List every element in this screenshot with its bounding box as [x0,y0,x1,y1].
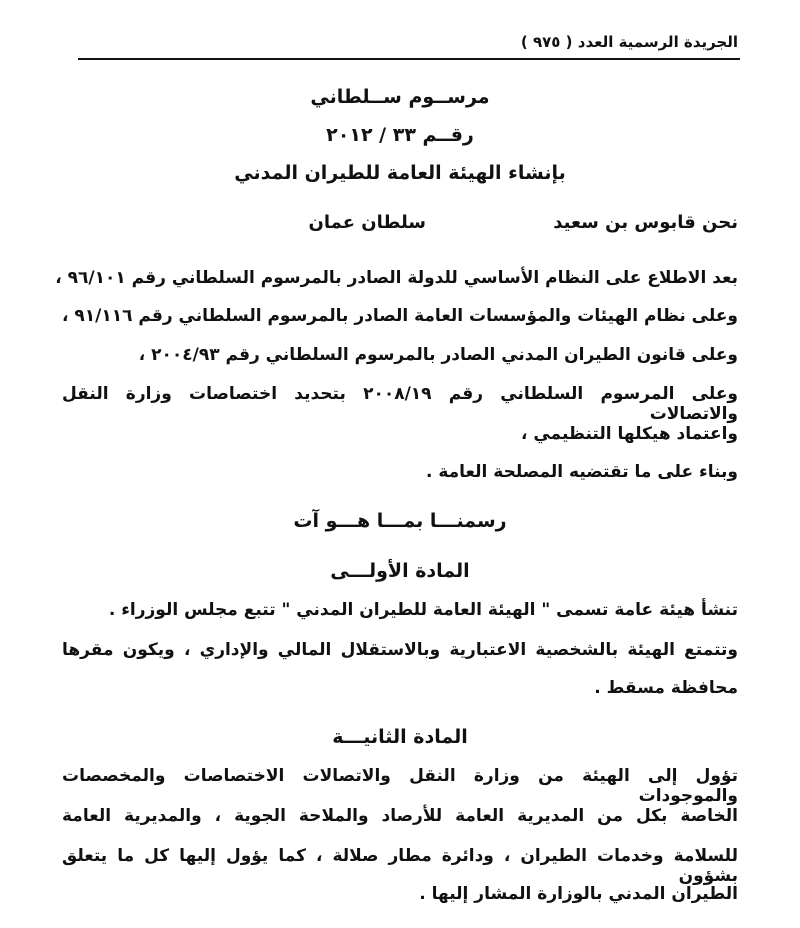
header-divider [78,58,740,60]
article-2-line: الطيران المدني بالوزارة المشار إليها . [419,884,738,904]
preamble-line: وبناء على ما تقتضيه المصلحة العامة . [425,462,738,482]
sultan-name: نحن قابوس بن سعيد [553,212,738,233]
article-1-line: تنشأ هيئة عامة تسمى " الهيئة العامة للطيران المدني " تتبع مجلس الوزراء . [108,600,738,620]
preamble-line: وعلى المرسوم السلطاني رقم ٢٠٠٨/١٩ بتحديد اختصاصات وزارة النقل والاتصالات [62,384,738,424]
preamble-line: بعد الاطلاع على النظام الأساسي للدولة الصادر بالمرسوم السلطاني رقم ٩٦/١٠١ ، [55,268,738,288]
article-2-line: الخاصة بكل من المديرية العامة للأرصاد والملاحة الجوية ، والمديرية العامة [62,806,738,826]
preamble-line: واعتماد هيكلها التنظيمي ، [520,424,738,444]
decree-title: مرســوم ســلطاني [310,86,490,108]
journal-issue-label: الجريدة الرسمية العدد ( ٩٧٥ ) [520,33,738,51]
decree-number: رقــم ٣٣ / ٢٠١٢ [326,124,474,146]
article-1-line: وتتمتع الهيئة بالشخصية الاعتبارية وبالاستقلال المالي والإداري ، ويكون مقرها [62,640,738,660]
sultan-title: سلطان عمان [308,212,426,233]
article-2-line: تؤول إلى الهيئة من وزارة النقل والاتصالات الاختصاصات والمخصصات والموجودات [62,766,738,806]
article-1-heading: المادة الأولـــى [330,560,470,582]
gazette-header [78,28,738,56]
article-1-line: محافظة مسقط . [594,678,738,698]
preamble-line: وعلى قانون الطيران المدني الصادر بالمرسوم السلطاني رقم ٢٠٠٤/٩٣ ، [138,345,738,365]
article-2-heading: المادة الثانيـــة [332,726,468,748]
decreed-heading: رسمنـــا بمـــا هـــو آت [293,510,507,532]
decree-subject: بإنشاء الهيئة العامة للطيران المدني [234,162,566,184]
preamble-line: وعلى نظام الهيئات والمؤسسات العامة الصادر بالمرسوم السلطاني رقم ٩١/١١٦ ، [61,306,738,326]
article-2-line: للسلامة وخدمات الطيران ، ودائرة مطار صلالة ، كما يؤول إليها كل ما يتعلق بشؤون [62,846,738,886]
